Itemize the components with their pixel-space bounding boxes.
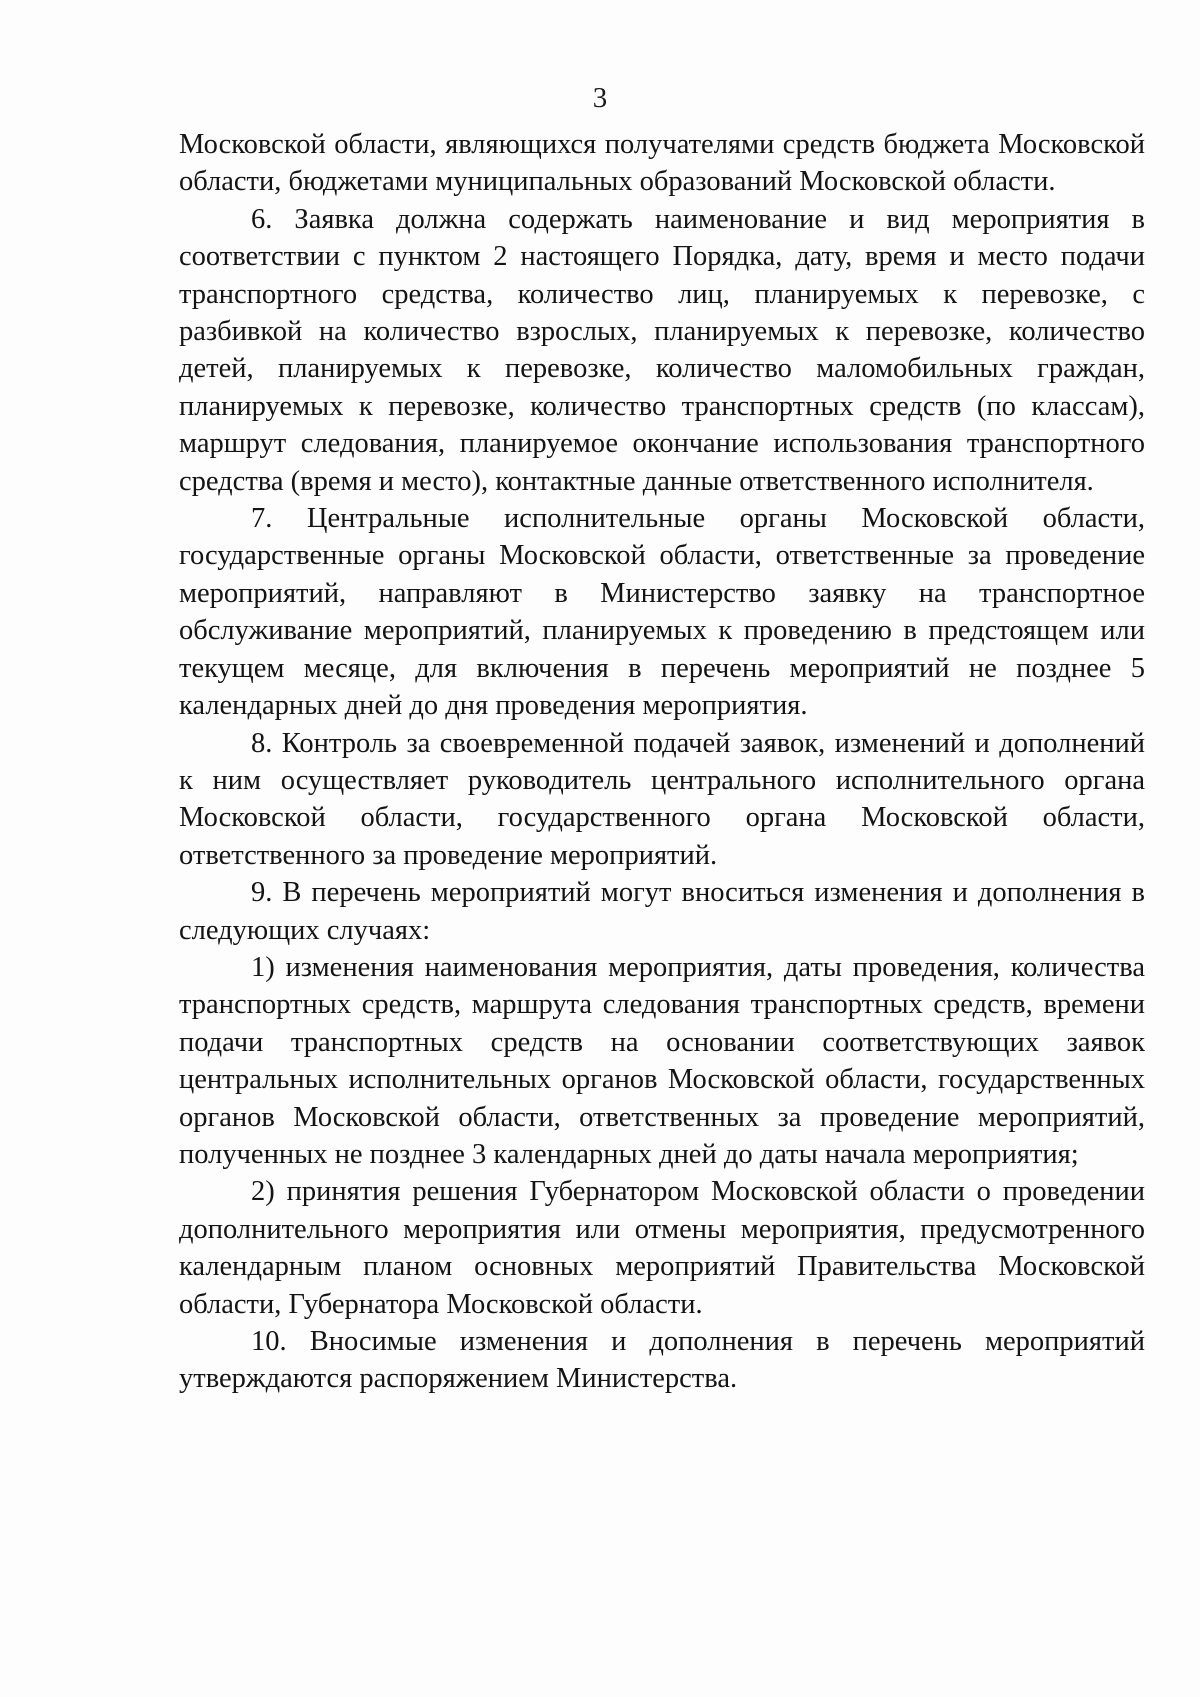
paragraph-item-9: 9. В перечень мероприятий могут вноситься изменения и дополнения в следующих случаях: (179, 877, 1145, 946)
paragraph-continuation: Московской области, являющихся получателями средств бюджета Московской области, бюджетами муниципальных образований Московской области. (179, 129, 1145, 198)
paragraph-subitem-9-2: 2) принятия решения Губернатором Московской области о проведении дополнительного мероприятия или отмены мероприятия, предусмотренного календарным планом основных мероприятий Правительства Московской области, Губернатора Московской области. (179, 1176, 1145, 1320)
document-body (179, 126, 1145, 1398)
page-number: 3 (592, 82, 608, 114)
paragraph-subitem-9-1: 1) изменения наименования мероприятия, даты проведения, количества транспортных средств, маршрута следования транспортных средств, времени подачи транспортных средств на основании соответствующих заявок центральных исполнительных органов Московской области, государственных органов Московской области, ответственных за проведение мероприятий, полученных не позднее 3 календарных дней до даты начала мероприятия; (179, 951, 1145, 1170)
paragraph-item-10: 10. Вносимые изменения и дополнения в перечень мероприятий утверждаются распоряжением Министерства. (179, 1326, 1145, 1395)
paragraph-item-7: 7. Центральные исполнительные органы Московской области, государственные органы Московской области, ответственные за проведение мероприятий, направляют в Министерство заявку на транспортное обслуживание мероприятий, планируемых к проведению в предстоящем или текущем месяце, для включения в перечень мероприятий не позднее 5 календарных дней до дня проведения мероприятия. (179, 503, 1145, 722)
paragraph-item-8: 8. Контроль за своевременной подачей заявок, изменений и дополнений к ним осуществляет руководитель центрального исполнительного органа Московской области, государственного органа Московской области, ответственного за проведение мероприятий. (179, 727, 1145, 871)
paragraph-item-6: 6. Заявка должна содержать наименование и вид мероприятия в соответствии с пунктом 2 настоящего Порядка, дату, время и место подачи транспортного средства, количество лиц, планируемых к перевозке, с разбивкой на количество взрослых, планируемых к перевозке, количество детей, планируемых к перевозке, количество маломобильных граждан, планируемых к перевозке, количество транспортных средств (по классам), маршрут следования, планируемое окончание использования транспортного средства (время и место), контактные данные ответственного исполнителя. (179, 203, 1145, 497)
